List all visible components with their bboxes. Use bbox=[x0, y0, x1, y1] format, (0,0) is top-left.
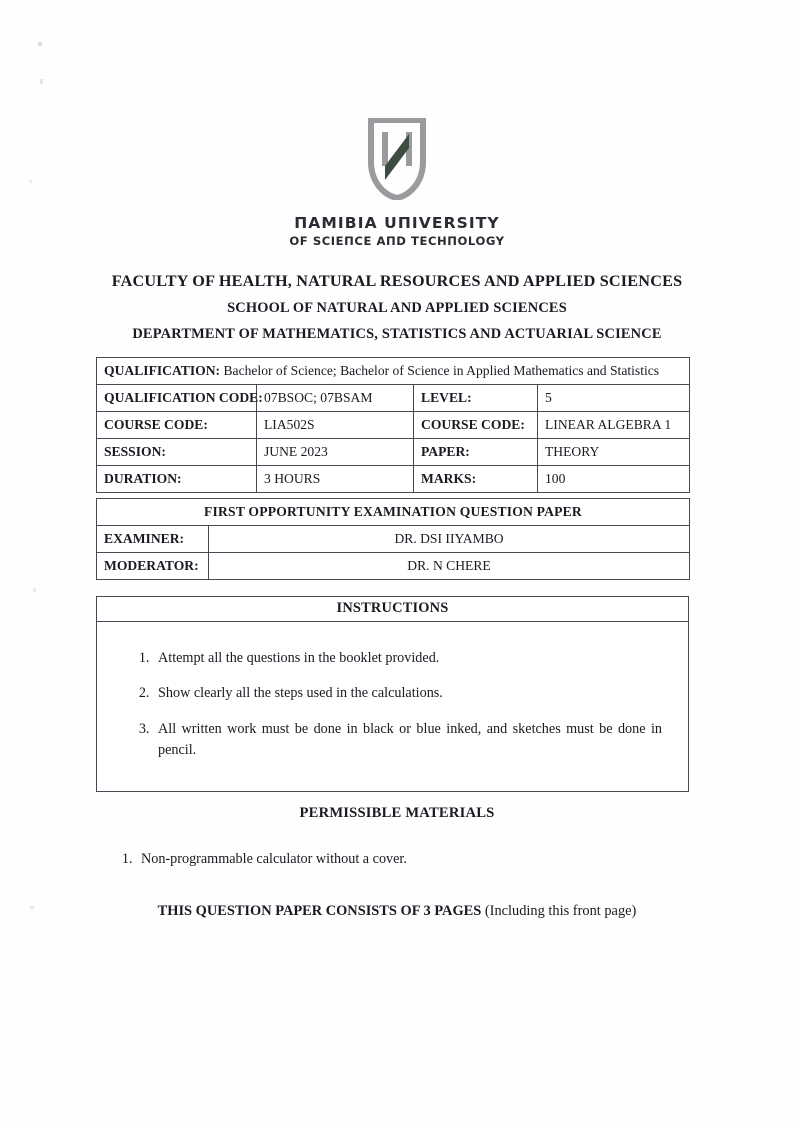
nust-shield-logo-icon bbox=[364, 118, 430, 200]
faculty-headings bbox=[60, 272, 734, 343]
qualification-value: Bachelor of Science; Bachelor of Science in Applied Mathematics and Statistics bbox=[223, 362, 660, 378]
scan-artifact bbox=[37, 41, 42, 46]
instructions-header: INSTRUCTIONS bbox=[97, 597, 688, 622]
examiner-value: DR. DSI IIYAMBO bbox=[209, 526, 690, 553]
examiner-label: EXAMINER: bbox=[97, 526, 209, 553]
permissible-materials-heading: PERMISSIBLE MATERIALS bbox=[299, 805, 495, 821]
scan-artifact bbox=[33, 588, 36, 592]
list-item: 1. Non-programmable calculator without a cover. bbox=[136, 849, 678, 870]
wordmark-line-1: ПAMIBIA UПIVERSITY bbox=[294, 214, 500, 232]
level-value: 5 bbox=[538, 385, 690, 412]
duration-label: DURATION: bbox=[97, 466, 257, 493]
table-row bbox=[97, 466, 690, 493]
department-heading: DEPARTMENT OF MATHEMATICS, STATISTICS AND ACTUARIAL SCIENCE bbox=[132, 326, 662, 342]
faculty-heading: FACULTY OF HEALTH, NATURAL RESOURCES AND APPLIED SCIENCES bbox=[111, 272, 683, 290]
wordmark-line-2: OF SCIEПCE AПD TECHПOLOGY bbox=[289, 233, 505, 248]
session-value: JUNE 2023 bbox=[257, 439, 414, 466]
qualification-code-value: 07BSOC; 07BSAM bbox=[257, 385, 414, 412]
instructions-box bbox=[96, 596, 689, 792]
qualification-code-label: QUALIFICATION CODE: bbox=[97, 385, 257, 412]
course-title-value: LINEAR ALGEBRA 1 bbox=[538, 412, 690, 439]
instructions-body bbox=[97, 622, 688, 791]
marks-value: 100 bbox=[538, 466, 690, 493]
table-row bbox=[97, 385, 690, 412]
course-code-label: COURSE CODE: bbox=[97, 412, 257, 439]
page-count-footer bbox=[60, 903, 734, 920]
scan-artifact bbox=[40, 79, 43, 84]
table-row bbox=[97, 358, 690, 385]
permissible-materials-list bbox=[118, 849, 678, 870]
qualification-table bbox=[96, 357, 690, 493]
moderator-value: DR. N CHERE bbox=[209, 553, 690, 580]
table-row bbox=[97, 526, 690, 553]
page-count-note: (Including this front page) bbox=[484, 903, 637, 919]
institution-logo-block bbox=[0, 118, 794, 249]
course-title-label: COURSE CODE: bbox=[414, 412, 538, 439]
table-row bbox=[97, 439, 690, 466]
qualification-cell bbox=[97, 358, 690, 385]
scan-artifact bbox=[30, 906, 34, 909]
table-row bbox=[97, 499, 690, 526]
exam-paper-title: FIRST OPPORTUNITY EXAMINATION QUESTION PAPER bbox=[97, 499, 690, 526]
examination-details-table bbox=[96, 498, 690, 580]
permissible-materials-section bbox=[118, 849, 678, 870]
moderator-label: MODERATOR: bbox=[97, 553, 209, 580]
paper-label: PAPER: bbox=[414, 439, 538, 466]
paper-value: THEORY bbox=[538, 439, 690, 466]
instructions-list bbox=[119, 648, 662, 761]
qualification-label: QUALIFICATION: bbox=[104, 362, 221, 378]
list-item: 3. All written work must be done in black or blue inked, and sketches must be done in pencil. bbox=[153, 719, 662, 762]
session-label: SESSION: bbox=[97, 439, 257, 466]
list-item: 2. Show clearly all the steps used in the calculations. bbox=[153, 683, 662, 704]
table-row bbox=[97, 553, 690, 580]
course-code-value: LIA502S bbox=[257, 412, 414, 439]
school-heading: SCHOOL OF NATURAL AND APPLIED SCIENCES bbox=[227, 300, 567, 316]
institution-wordmark bbox=[0, 214, 794, 249]
list-item: 1. Attempt all the questions in the booklet provided. bbox=[153, 648, 662, 669]
table-row bbox=[97, 412, 690, 439]
duration-value: 3 HOURS bbox=[257, 466, 414, 493]
page-count-strong: THIS QUESTION PAPER CONSISTS OF 3 PAGES bbox=[157, 903, 482, 919]
marks-label: MARKS: bbox=[414, 466, 538, 493]
level-label: LEVEL: bbox=[414, 385, 538, 412]
